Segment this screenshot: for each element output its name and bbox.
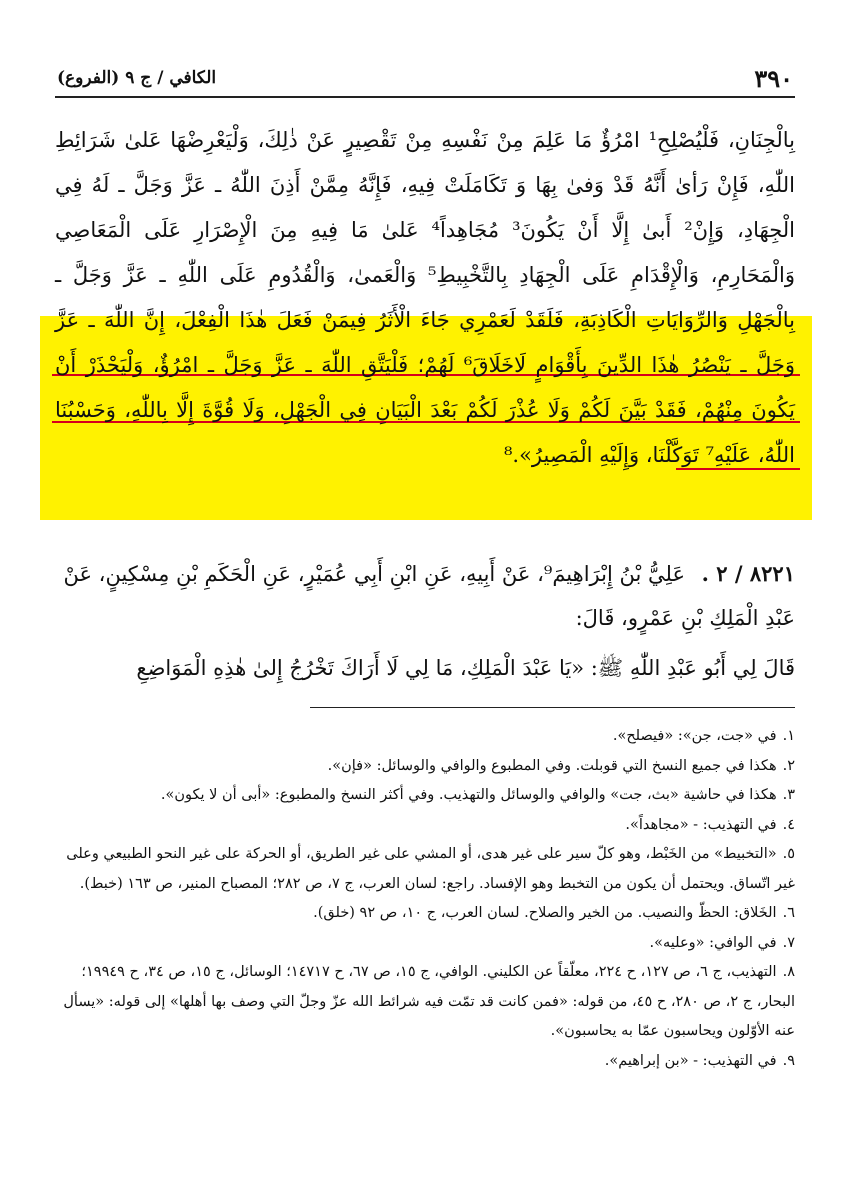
footnote-6: ٦.الخَلاق: الحظّ والنصيب. من الخير والصلاح. لسان العرب، ج ١٠، ص ٩٢ (خلق). <box>313 905 795 921</box>
footnote-9: ٩.في التهذيب: - «بن إبراهيم». <box>604 1052 795 1069</box>
hadith-narration: قَالَ لِي أَبُو عَبْدِ اللّٰهِ ﷺ: «يَا عَبْدَ الْمَلِكِ، مَا لِي لَا أَرَاكَ تَخْرُجُ إِلىٰ هٰذِهِ الْمَوَاضِعِ <box>136 656 795 680</box>
page-number: ٣٩٠ <box>754 64 793 93</box>
hadith-block <box>55 552 795 680</box>
book-title: الكافي / ج ٩ (الفروع) <box>57 68 217 88</box>
footnote-3: ٣.هكذا في حاشية «بث، جت» والوافي والوسائل والتهذيب. وفي أكثر النسخ والمطبوع: «أبى أن لا يكون». <box>160 787 795 803</box>
main-text-before-highlight: بِالْجِنَانِ، فَلْيُصْلِحِ¹ امْرُؤٌ مَا عَلِمَ مِنْ نَفْسِهِ مِنْ تَقْصِيرٍ عَنْ ذٰلِكَ، وَلْيَعْرِضْهَا عَلىٰ شَرَائِطِ اللّٰهِ، فَإِنْ رَأىٰ أَنَّهُ قَدْ وَفىٰ بِهَا وَ تَكَامَلَتْ فِيهِ، فَإِنَّهُ مِمَّنْ أَذِنَ اللّٰهُ ـ عَزَّ وَجَلَّ ـ لَهُ فِي الْجِهَادِ، وَإِنْ² أَبىٰ إِلَّا أَنْ يَكُونَ³ مُجَاهِداً⁴ عَلىٰ مَا فِيهِ مِنَ الْإِصْرَارِ عَلَى الْمَعَاصِي وَالْمَحَارِمِ، وَالْإِقْدَامِ عَلَى الْجِهَادِ بِالتَّخْبِيطِ⁵ وَالْعَمىٰ، وَالْقُدُومِ عَلَى اللّٰهِ ـ عَزَّ وَجَلَّ ـ بِالْجَهْلِ وَالرِّوَايَاتِ الْكَاذِبَةِ، <box>55 128 796 332</box>
footnote-2: ٢.هكذا في جميع النسخ التي قوبلت. وفي المطبوع والوافي والوسائل: «فإن». <box>327 757 795 774</box>
highlighted-passage: فَلَقَدْ لَعَمْرِي جَاءَ الْأَثَرُ فِيمَنْ فَعَلَ هٰذَا الْفِعْلَ، إِنَّ اللّٰهَ ـ عَزَّ وَجَلَّ ـ يَنْصُرُ هٰذَا الدِّينَ بِأَقْوَامٍ لَاخَلَاقَ⁶ لَهُمْ؛ فَلْيَتَّقِ اللّٰهَ ـ عَزَّ وَجَلَّ ـ امْرُؤٌ، وَلْيَحْذَرْ أَنْ يَكُونَ مِنْهُمْ، فَقَدْ بَيَّنَ لَكُمْ وَلَا عُذْرَ لَكُمْ بَعْدَ الْبَيَانِ فِي الْجَهْلِ، وَلَا قُوَّةَ إِلَّا بِاللّٰهِ، وَحَسْبُنَا اللّٰهُ، عَلَيْهِ⁷ تَوَكَّلْنَا، وَإِلَيْهِ الْمَصِيرُ».⁸ <box>55 308 795 467</box>
main-text <box>55 118 795 478</box>
footnote-7: ٧.في الوافي: «وعليه». <box>649 934 795 951</box>
footnote-8: ٨.التهذيب، ج ٦، ص ١٢٧، ح ٢٢٤، معلّقاً عن الكليني. الوافي، ج ١٥، ص ٦٧، ح ١٤٧١٧؛ الوسائل، ج ١٥، ص ٣٤، ح ١٩٩٤٩؛ البحار، ج ٢، ص ٢٨٠، ح ٤٥، من قوله: «فمن كانت قد تمّت فيه شرائط الله عزّ وجلّ التي وصف بها أهلها» إلى قوله: «يسأل عنه الأوّلون ويحاسبون عمّا به يحاسبون». <box>63 964 795 1039</box>
footnote-separator <box>310 707 795 708</box>
footnote-5: ٥.«التخبيط» من الخَبْط، وهو كلّ سير على غير هدى، أو المشي على غير الطريق، أو الحركة على غير النحو الطبيعي وعلى غير اتّساق. ويحتمل أن يكون من التخبط وهو الإفساد. راجع: لسان العرب، ج ٧، ص ٢٨٢؛ المصباح المنير، ص ١٦٣ (خبط). <box>66 846 795 892</box>
hadith-isnad: عَلِيُّ بْنُ إِبْرَاهِيمَ⁹، عَنْ أَبِيهِ، عَنِ ابْنِ أَبِي عُمَيْرٍ، عَنِ الْحَكَمِ بْنِ مِسْكِينٍ، عَنْ عَبْدِ الْمَلِكِ بْنِ عَمْرٍو، قَالَ: <box>63 562 795 630</box>
footnotes <box>55 722 795 1076</box>
hadith-number: ٨٢٢١ / ٢ . <box>701 561 795 586</box>
footnote-1: ١.في «جت، جن»: «فيصلح». <box>612 728 795 744</box>
footnote-4: ٤.في التهذيب: - «مجاهداً». <box>625 816 795 833</box>
page-header <box>55 62 795 98</box>
